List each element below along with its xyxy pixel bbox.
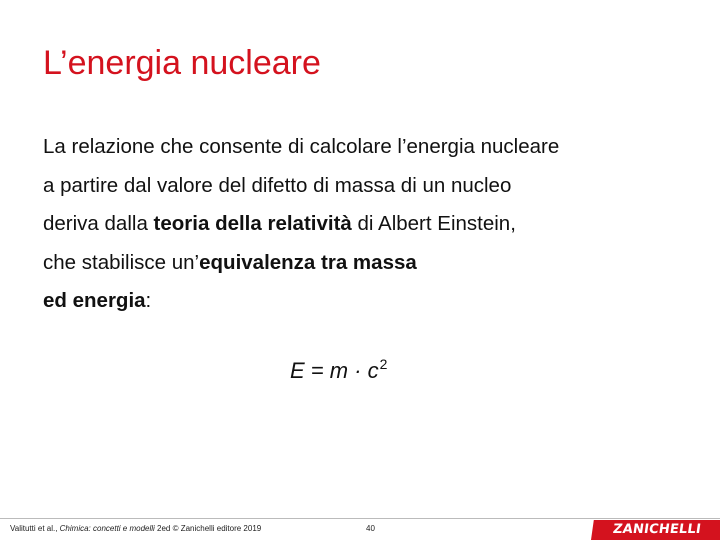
body-line-4-start: che stabilisce un’ — [43, 250, 200, 274]
formula-exponent: 2 — [379, 356, 388, 372]
highlight-relativity-theory: teoria della relatività — [153, 212, 352, 235]
footer-divider — [0, 518, 720, 519]
mass-energy-formula — [290, 356, 387, 384]
body-line-1: La relazione che consente di calcolare l’energia nucleare — [43, 135, 560, 158]
body-line-5-end: : — [145, 289, 152, 312]
slide-title: L’energia nucleare — [43, 44, 321, 82]
body-line-2: a partire dal valore del difetto di massa di un nucleo — [43, 173, 512, 197]
highlight-mass-equivalence: equivalenza tra massa — [199, 250, 417, 274]
highlight-energy: ed energia — [43, 289, 146, 312]
footer-credit — [10, 524, 261, 533]
formula-expression: E = m · c — [290, 358, 379, 383]
footer-credit-book-title: Chimica: concetti e modelli — [59, 524, 155, 533]
slide-body-text — [43, 128, 683, 321]
footer-credit-authors: Valitutti et al., — [10, 524, 60, 533]
footer-credit-publisher: 2ed © Zanichelli editore 2019 — [154, 524, 262, 533]
body-line-3 — [43, 205, 683, 244]
zanichelli-logo: ZANICHELLI — [591, 520, 720, 540]
body-line-5 — [43, 282, 683, 321]
page-number: 40 — [366, 524, 375, 533]
body-line-3-end: di Albert Einstein, — [351, 212, 516, 235]
body-line-4 — [43, 244, 683, 283]
body-line-3-start: deriva dalla — [43, 212, 154, 235]
